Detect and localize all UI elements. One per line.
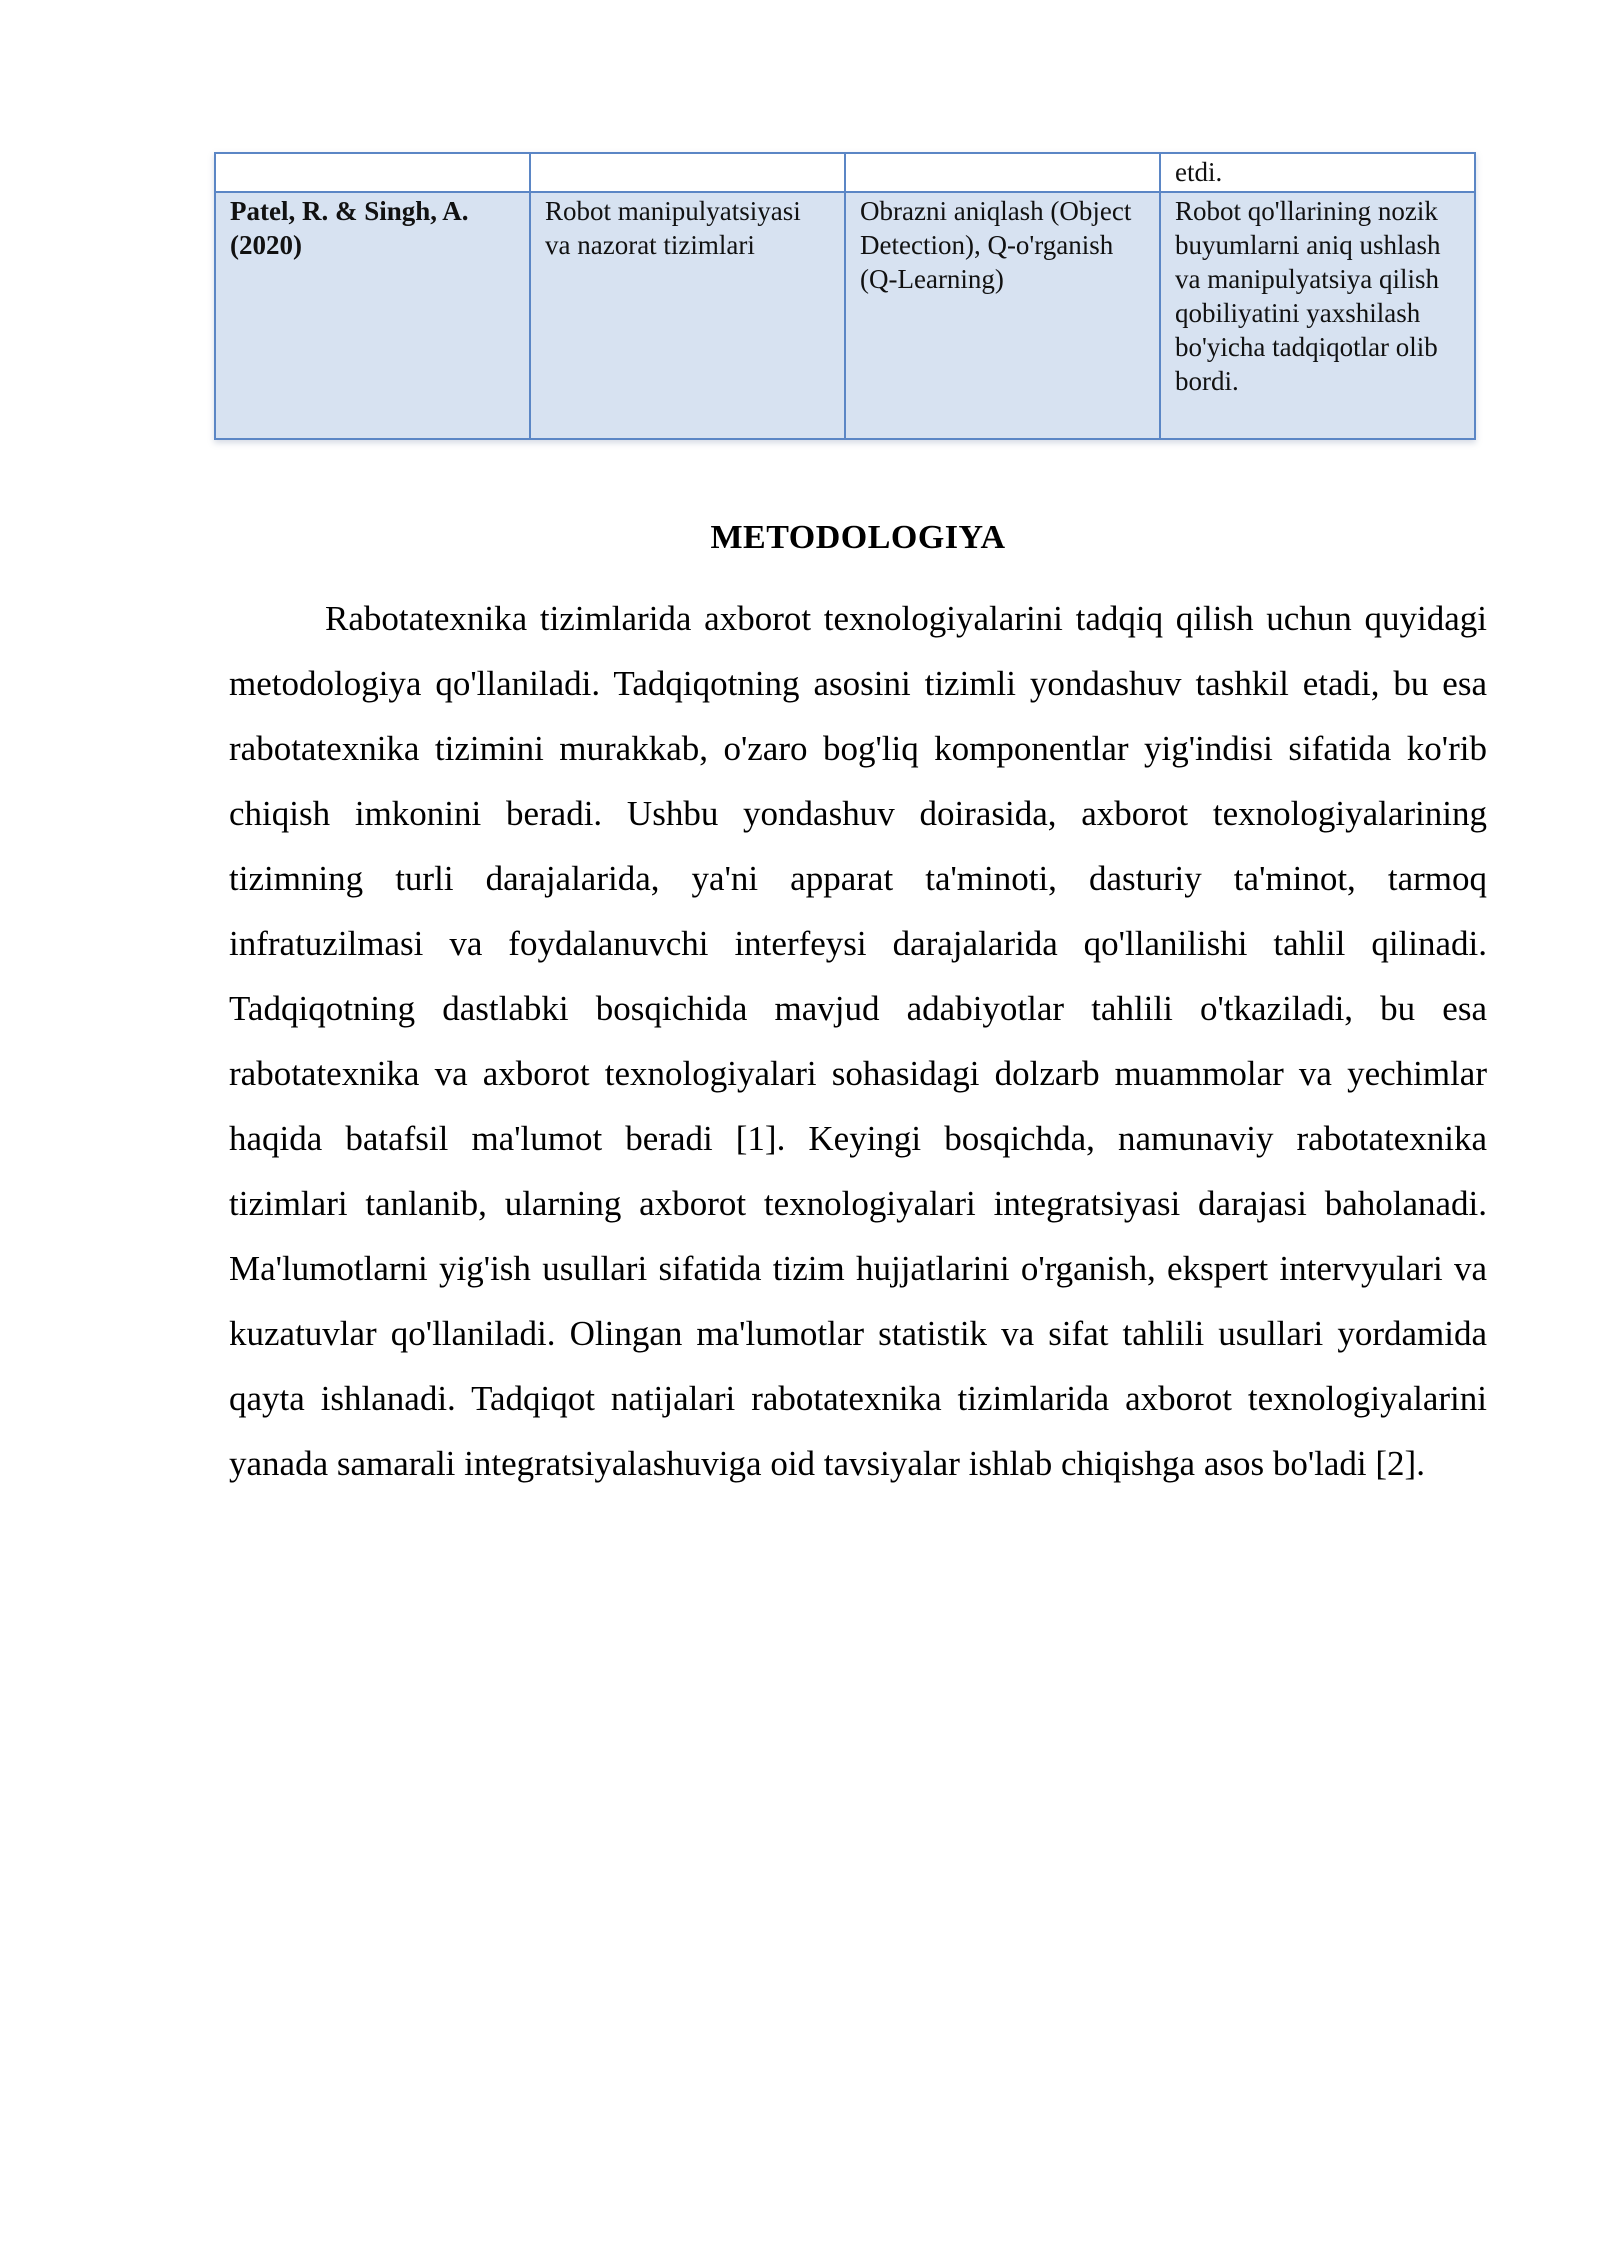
body-paragraph: Rabotatexnika tizimlarida axborot texnologiyalarini tadqiq qilish uchun quyidagi metodologiya qo'llaniladi. Tadqiqotning asosini tizimli yondashuv tashkil etadi, bu esa rabotatexnika tizimini murakkab, o'zaro bog'liq komponentlar yig'indisi sifatida ko'rib chiqish imkonini beradi. Ushbu yondashuv doirasida, axborot texnologiyalarining tizimning turli darajalarida, ya'ni apparat ta'minoti, dasturiy ta'minot, tarmoq infratuzilmasi va foydalanuvchi interfeysi darajalarida qo'llanilishi tahlil qilinadi. Tadqiqotning dastlabki bosqichida mavjud adabiyotlar tahlili o'tkaziladi, bu esa rabotatexnika va axborot texnologiyalari sohasidagi dolzarb muammolar va yechimlar haqida batafsil ma'lumot beradi [1]. Keyingi bosqichda, namunaviy rabotatexnika tizimlari tanlanib, ularning axborot texnologiyalari integratsiyasi darajasi baholanadi. Ma'lumotlarni yig'ish usullari sifatida tizim hujjatlarini o'rganish, ekspert intervyulari va kuzatuvlar qo'llaniladi. Olingan ma'lumotlar statistik va sifat tahlili usullari yordamida qayta ishlanadi. Tadqiqot natijalari rabotatexnika tizimlarida axborot texnologiyalarini yanada samarali integratsiyalashuviga oid tavsiyalar ishlab chiqishga asos bo'ladi [2]. <box>229 599 1487 1483</box>
literature-table <box>214 152 1476 440</box>
table-cell-author: Patel, R. & Singh, A. (2020) <box>215 192 530 439</box>
table-row <box>215 192 1475 439</box>
table-cell <box>215 153 530 192</box>
table-cell <box>845 153 1160 192</box>
table-cell-methods: Obrazni aniqlash (Object Detection), Q-o'rganish (Q-Learning) <box>845 192 1160 439</box>
table-cell-result: Robot qo'llarining nozik buyumlarni aniq ushlash va manipulyatsiya qilish qobiliyatini yaxshilash bo'yicha tadqiqotlar olib bordi. <box>1160 192 1475 439</box>
section-heading: METODOLOGIYA <box>710 519 1006 556</box>
table-row-continuation <box>215 153 1475 192</box>
table-cell-area: Robot manipulyatsiyasi va nazorat tizimlari <box>530 192 845 439</box>
table-cell: etdi. <box>1160 153 1475 192</box>
table-cell <box>530 153 845 192</box>
